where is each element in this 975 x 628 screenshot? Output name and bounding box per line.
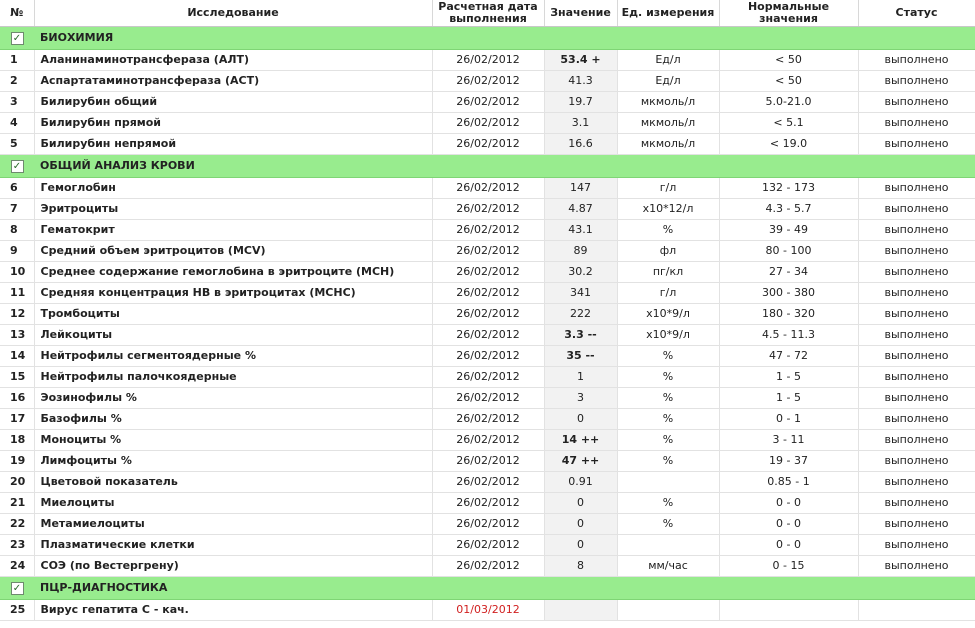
test-status: выполнено: [858, 199, 975, 220]
test-unit: x10*9/л: [617, 304, 719, 325]
table-row[interactable]: [0, 325, 975, 346]
test-name: Средняя концентрация HB в эритроцитах (MCHC): [34, 283, 432, 304]
header-status[interactable]: Статус: [858, 0, 975, 27]
test-date: 26/02/2012: [432, 304, 544, 325]
test-norm: 0 - 15: [719, 556, 858, 577]
test-norm: 0.85 - 1: [719, 472, 858, 493]
test-unit: [617, 472, 719, 493]
test-value: 0: [544, 514, 617, 535]
test-status: выполнено: [858, 346, 975, 367]
row-number: 25: [0, 600, 34, 621]
test-unit: %: [617, 514, 719, 535]
test-date: 26/02/2012: [432, 199, 544, 220]
test-status: выполнено: [858, 113, 975, 134]
test-value: 35 --: [544, 346, 617, 367]
row-number: 16: [0, 388, 34, 409]
test-norm: 3 - 11: [719, 430, 858, 451]
test-status: выполнено: [858, 283, 975, 304]
row-number: 19: [0, 451, 34, 472]
table-row[interactable]: [0, 134, 975, 155]
test-status: выполнено: [858, 134, 975, 155]
test-value: 14 ++: [544, 430, 617, 451]
table-row[interactable]: [0, 241, 975, 262]
test-unit: x10*12/л: [617, 199, 719, 220]
test-norm: < 19.0: [719, 134, 858, 155]
table-row[interactable]: [0, 600, 975, 621]
group-row: [0, 27, 975, 50]
header-unit[interactable]: Ед. измерения: [617, 0, 719, 27]
test-value: 89: [544, 241, 617, 262]
test-norm: 0 - 0: [719, 514, 858, 535]
table-row[interactable]: [0, 367, 975, 388]
test-status: выполнено: [858, 472, 975, 493]
test-date: 26/02/2012: [432, 220, 544, 241]
test-value: 0: [544, 409, 617, 430]
test-status: выполнено: [858, 325, 975, 346]
test-norm: 0 - 0: [719, 535, 858, 556]
group-checkbox-cell[interactable]: [0, 155, 34, 178]
test-norm: 27 - 34: [719, 262, 858, 283]
row-number: 6: [0, 178, 34, 199]
row-number: 20: [0, 472, 34, 493]
group-title: ПЦР-ДИАГНОСТИКА: [34, 577, 975, 600]
row-number: 21: [0, 493, 34, 514]
test-unit: %: [617, 220, 719, 241]
test-date: 26/02/2012: [432, 178, 544, 199]
test-name: Метамиелоциты: [34, 514, 432, 535]
test-name: Эозинофилы %: [34, 388, 432, 409]
test-status: выполнено: [858, 241, 975, 262]
test-unit: мм/час: [617, 556, 719, 577]
test-date: 26/02/2012: [432, 535, 544, 556]
test-status: выполнено: [858, 409, 975, 430]
test-name: Гемоглобин: [34, 178, 432, 199]
test-unit: %: [617, 430, 719, 451]
test-norm: < 5.1: [719, 113, 858, 134]
row-number: 10: [0, 262, 34, 283]
row-number: 18: [0, 430, 34, 451]
table-row[interactable]: [0, 430, 975, 451]
row-number: 11: [0, 283, 34, 304]
test-unit: фл: [617, 241, 719, 262]
test-unit: мкмоль/л: [617, 134, 719, 155]
test-name: Базофилы %: [34, 409, 432, 430]
table-row[interactable]: [0, 346, 975, 367]
row-number: 4: [0, 113, 34, 134]
table-row[interactable]: [0, 514, 975, 535]
test-value: 222: [544, 304, 617, 325]
test-norm: 5.0-21.0: [719, 92, 858, 113]
test-name: Аланинаминотрансфераза (АЛТ): [34, 50, 432, 71]
row-number: 22: [0, 514, 34, 535]
test-name: Тромбоциты: [34, 304, 432, 325]
test-value: 30.2: [544, 262, 617, 283]
test-date: 26/02/2012: [432, 430, 544, 451]
test-value: 0.91: [544, 472, 617, 493]
test-norm: 180 - 320: [719, 304, 858, 325]
row-number: 2: [0, 71, 34, 92]
test-name: Моноциты %: [34, 430, 432, 451]
test-status: выполнено: [858, 367, 975, 388]
test-name: Плазматические клетки: [34, 535, 432, 556]
test-status: выполнено: [858, 50, 975, 71]
test-name: Эритроциты: [34, 199, 432, 220]
test-value: 8: [544, 556, 617, 577]
test-unit: %: [617, 451, 719, 472]
test-date: 26/02/2012: [432, 451, 544, 472]
table-row[interactable]: [0, 71, 975, 92]
test-date: 26/02/2012: [432, 113, 544, 134]
table-row[interactable]: [0, 451, 975, 472]
test-norm: 1 - 5: [719, 367, 858, 388]
row-number: 1: [0, 50, 34, 71]
row-number: 7: [0, 199, 34, 220]
test-value: 341: [544, 283, 617, 304]
test-unit: г/л: [617, 283, 719, 304]
test-value: 19.7: [544, 92, 617, 113]
test-unit: %: [617, 409, 719, 430]
header-date[interactable]: Расчетная дата выполнения: [432, 0, 544, 27]
test-value: 16.6: [544, 134, 617, 155]
test-norm: 132 - 173: [719, 178, 858, 199]
row-number: 23: [0, 535, 34, 556]
test-name: Нейтрофилы палочкоядерные: [34, 367, 432, 388]
test-unit: мкмоль/л: [617, 92, 719, 113]
table-row[interactable]: [0, 178, 975, 199]
test-value: 3.3 --: [544, 325, 617, 346]
row-number: 14: [0, 346, 34, 367]
test-date: 26/02/2012: [432, 493, 544, 514]
test-unit: мкмоль/л: [617, 113, 719, 134]
test-norm: [719, 600, 858, 621]
test-norm: 4.5 - 11.3: [719, 325, 858, 346]
test-status: выполнено: [858, 430, 975, 451]
test-name: Цветовой показатель: [34, 472, 432, 493]
test-norm: 47 - 72: [719, 346, 858, 367]
table-row[interactable]: [0, 388, 975, 409]
group-checkbox[interactable]: ✓: [11, 160, 24, 173]
test-name: Лимфоциты %: [34, 451, 432, 472]
header-value[interactable]: Значение: [544, 0, 617, 27]
test-name: СОЭ (по Вестергрену): [34, 556, 432, 577]
test-value: 41.3: [544, 71, 617, 92]
test-unit: %: [617, 388, 719, 409]
test-status: выполнено: [858, 514, 975, 535]
row-number: 8: [0, 220, 34, 241]
test-date: 26/02/2012: [432, 367, 544, 388]
row-number: 17: [0, 409, 34, 430]
test-status: выполнено: [858, 71, 975, 92]
row-number: 12: [0, 304, 34, 325]
table-row[interactable]: [0, 50, 975, 71]
test-date: 01/03/2012: [432, 600, 544, 621]
test-unit: пг/кл: [617, 262, 719, 283]
test-norm: 80 - 100: [719, 241, 858, 262]
test-date: 26/02/2012: [432, 241, 544, 262]
table-row[interactable]: [0, 92, 975, 113]
test-value: 53.4 +: [544, 50, 617, 71]
test-norm: 0 - 1: [719, 409, 858, 430]
table-row[interactable]: [0, 262, 975, 283]
test-unit: Ед/л: [617, 71, 719, 92]
test-name: Билирубин непрямой: [34, 134, 432, 155]
group-title: ОБЩИЙ АНАЛИЗ КРОВИ: [34, 155, 975, 178]
test-norm: 4.3 - 5.7: [719, 199, 858, 220]
test-value: 43.1: [544, 220, 617, 241]
header-norm[interactable]: Нормальные значения: [719, 0, 858, 27]
test-norm: 0 - 0: [719, 493, 858, 514]
test-norm: 300 - 380: [719, 283, 858, 304]
test-value: 3: [544, 388, 617, 409]
test-status: выполнено: [858, 535, 975, 556]
test-date: 26/02/2012: [432, 556, 544, 577]
group-checkbox-cell[interactable]: [0, 577, 34, 600]
test-value: 3.1: [544, 113, 617, 134]
table-row[interactable]: [0, 493, 975, 514]
group-row: [0, 155, 975, 178]
test-status: выполнено: [858, 388, 975, 409]
test-norm: 1 - 5: [719, 388, 858, 409]
table-row[interactable]: [0, 304, 975, 325]
test-value: 47 ++: [544, 451, 617, 472]
group-checkbox-cell[interactable]: [0, 27, 34, 50]
test-norm: 39 - 49: [719, 220, 858, 241]
table-row[interactable]: [0, 283, 975, 304]
group-row: [0, 577, 975, 600]
test-name: Аспартатаминотрансфераза (АСТ): [34, 71, 432, 92]
test-name: Лейкоциты: [34, 325, 432, 346]
test-norm: 19 - 37: [719, 451, 858, 472]
test-name: Билирубин общий: [34, 92, 432, 113]
test-status: выполнено: [858, 178, 975, 199]
row-number: 5: [0, 134, 34, 155]
header-name[interactable]: Исследование: [34, 0, 432, 27]
test-date: 26/02/2012: [432, 346, 544, 367]
test-status: выполнено: [858, 304, 975, 325]
test-date: 26/02/2012: [432, 50, 544, 71]
test-status: выполнено: [858, 262, 975, 283]
test-status: выполнено: [858, 556, 975, 577]
test-name: Нейтрофилы сегментоядерные %: [34, 346, 432, 367]
test-unit: г/л: [617, 178, 719, 199]
row-number: 13: [0, 325, 34, 346]
test-value: 0: [544, 535, 617, 556]
table-row[interactable]: [0, 199, 975, 220]
test-name: Билирубин прямой: [34, 113, 432, 134]
test-status: [858, 600, 975, 621]
test-norm: < 50: [719, 50, 858, 71]
test-unit: %: [617, 346, 719, 367]
test-name: Среднее содержание гемоглобина в эритроците (MCH): [34, 262, 432, 283]
test-value: [544, 600, 617, 621]
test-name: Вирус гепатита С - кач.: [34, 600, 432, 621]
test-unit: Ед/л: [617, 50, 719, 71]
test-status: выполнено: [858, 493, 975, 514]
test-norm: < 50: [719, 71, 858, 92]
test-value: 1: [544, 367, 617, 388]
test-unit: %: [617, 367, 719, 388]
test-date: 26/02/2012: [432, 92, 544, 113]
test-date: 26/02/2012: [432, 388, 544, 409]
test-date: 26/02/2012: [432, 472, 544, 493]
test-status: выполнено: [858, 92, 975, 113]
group-checkbox[interactable]: ✓: [11, 32, 24, 45]
test-name: Миелоциты: [34, 493, 432, 514]
table-row[interactable]: [0, 409, 975, 430]
row-number: 15: [0, 367, 34, 388]
table-row[interactable]: [0, 556, 975, 577]
test-unit: [617, 600, 719, 621]
test-date: 26/02/2012: [432, 283, 544, 304]
test-date: 26/02/2012: [432, 325, 544, 346]
table-row[interactable]: [0, 472, 975, 493]
table-row[interactable]: [0, 535, 975, 556]
test-status: выполнено: [858, 451, 975, 472]
test-unit: %: [617, 493, 719, 514]
test-value: 4.87: [544, 199, 617, 220]
test-value: 0: [544, 493, 617, 514]
test-date: 26/02/2012: [432, 71, 544, 92]
test-date: 26/02/2012: [432, 134, 544, 155]
table-row[interactable]: [0, 220, 975, 241]
test-unit: x10*9/л: [617, 325, 719, 346]
test-date: 26/02/2012: [432, 514, 544, 535]
test-name: Средний объем эритроцитов (MCV): [34, 241, 432, 262]
row-number: 24: [0, 556, 34, 577]
test-date: 26/02/2012: [432, 262, 544, 283]
table-header: [0, 0, 975, 27]
test-date: 26/02/2012: [432, 409, 544, 430]
header-num[interactable]: №: [0, 0, 34, 27]
row-number: 9: [0, 241, 34, 262]
table-row[interactable]: [0, 113, 975, 134]
row-number: 3: [0, 92, 34, 113]
group-title: БИОХИМИЯ: [34, 27, 975, 50]
test-status: выполнено: [858, 220, 975, 241]
group-checkbox[interactable]: ✓: [11, 582, 24, 595]
test-value: 147: [544, 178, 617, 199]
test-unit: [617, 535, 719, 556]
test-name: Гематокрит: [34, 220, 432, 241]
